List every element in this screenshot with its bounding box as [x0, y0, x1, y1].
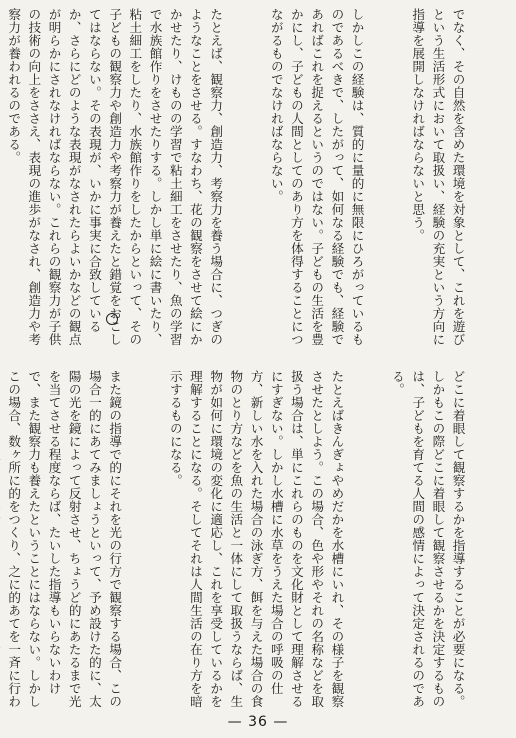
lower-text-block — [8, 370, 508, 715]
section-circle-mark — [106, 313, 118, 325]
upper-text-block — [8, 8, 508, 353]
upper-paragraph: しかしこの経験は、質的に量的に無限にひろがっているものであるべきで、したがって、如何なる経験でも、経験であればこれを捉えるというのではない。子どもの生活を豊かにし、子どもの人間としてのあり方を体得することにつながるものでなければならない。 — [268, 8, 365, 346]
lower-paragraph: たとえばきんぎょやめだかを水槽にいれ、その様子を観察させたとしよう。この場合、色や形やそれの名称などを取扱う場合は、単にこれらのものを文化財として理解させるにすぎない。しかし水槽に水草をうえた場合の呼吸の仕方、新しい水を入れた場合の泳ぎ方、餌を与えた場合の食物のとり方などを魚の生活と一体にして取扱うならば、生物が如何に環境の変化に適応し、これを享受しているかを理解することになる。そしてそれは人間生活の在り方を暗示するものになる。 — [167, 370, 345, 708]
upper-paragraph: たとえば、観察力、創造力、考察力を養う場合に、つぎのようなことをさせる。すなわち、花の観察をさせて絵にかかせたり、けものの学習で粘土細工をさせたり、魚の学習で水族館作りをさせたりする。しかし単に絵に書いたり、粘土細工をしたり、水族館作りをしたからといって、その子どもの観察力や創造力や考察力が養えたと錯覚をおこしてはならない。その表現が、いかに事実に合致しているか、さらにどのような表現がなされたらよいかなどの観点が明らかにされなければならない。これらの観察力が子供の技術の向上をささえ、表現の進歩がなされ、創造力や考察力が養われるのである。 — [6, 8, 224, 346]
page-number: — 36 — — [227, 714, 289, 730]
lower-paragraph: どこに着眼して観察するかを指導することが必要になる。しかもこの際どこに着眼して観察させるかを決定するものは、子どもを育てる人間の感情によって決定されるのである。 — [389, 370, 466, 708]
lower-paragraph: また鏡の指導で的にそれを光の行方で観察する場合、この場合一的にあてみましょうといって、予め設けた的に、太陽の光を鏡によって反射させ、ちょうど的にあたるまで光を当てさせる程度ならば、たいした指導もいらないわけで、また観察力も養えたということにはならない。しかしこの場合、数ヶ所に的をつくり、之に的あてを一斉に行わ — [6, 370, 123, 708]
upper-paragraph: でなく、その自然を含めた環境を対象として、これを遊びという生活形式において取扱い、経験の充実という方向に指導を展開しなければならないと思う。 — [410, 8, 466, 346]
